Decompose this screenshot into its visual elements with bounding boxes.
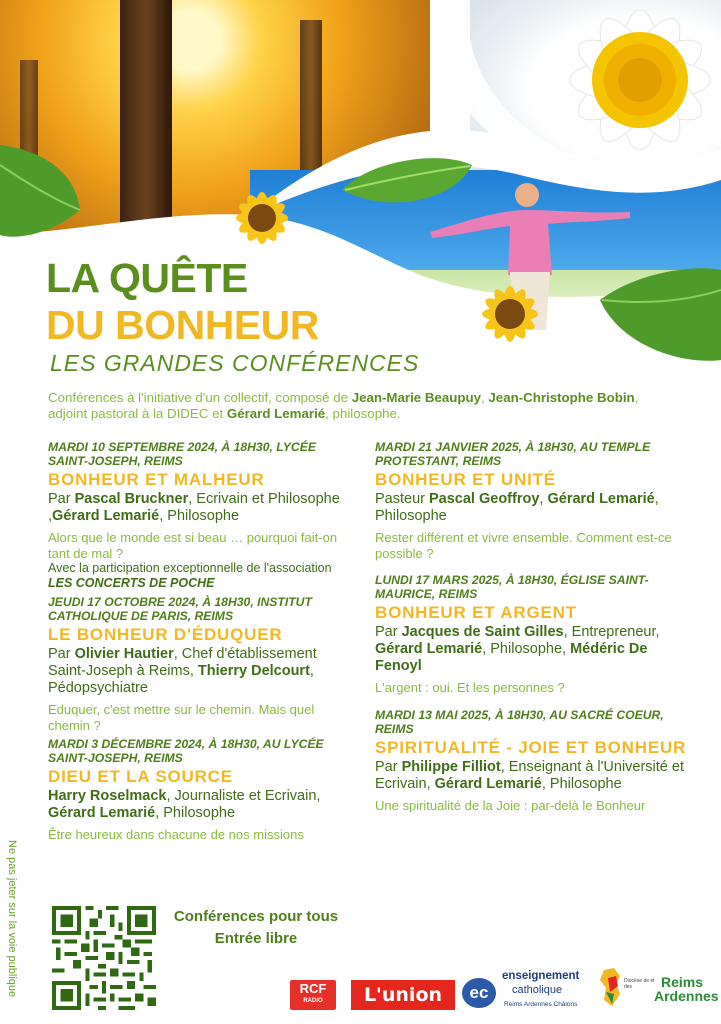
speaker-text: , Philosophe [541,775,622,792]
leaf-icon [0,145,80,237]
event-extra [48,561,348,591]
event-title: BONHEUR ET UNITÉ [375,470,556,489]
event-description: Rester différent et vivre ensemble. Comment est-ce possible ? [375,530,672,561]
event-card [48,595,348,733]
extra-text: Avec la participation exceptionnelle de l'association [48,561,332,575]
speaker-name: Gérard Lemarié [48,805,156,821]
intro-text: Conférences à l'initiative d'un collectif, composé de [48,390,352,405]
title-line-1: LA QUÊTE [46,255,248,301]
side-note-text: Ne pas jeter sur la voie publique [6,840,18,998]
speaker-text: , Journaliste et Ecrivain, [166,788,321,804]
speaker-name: Pascal Bruckner [74,491,189,507]
diocese-small-text: Diocèse de et des [624,978,655,990]
diocese-line-2: Ardennes [654,988,719,1004]
speaker-text: Pasteur [375,491,429,507]
event-card [375,440,695,561]
event-speakers [48,788,348,822]
speaker-text: , Philosophe, [482,641,571,657]
diocese-line-1: Reims [661,974,704,990]
speaker-text: Par [48,646,75,662]
speaker-text: , Philosophe [375,491,659,524]
subtitle: LES GRANDES CONFÉRENCES [50,350,420,376]
union-logo[interactable]: L'union [351,980,455,1010]
speaker-name: Jacques de Saint Gilles [401,624,564,640]
event-date: LUNDI 17 MARS 2025, À 18H30, ÉGLISE SAINT-MAURICE, REIMS [375,573,649,601]
speaker-text: , Philosophe [159,508,240,524]
rcf-logo-text: RCF [299,981,327,996]
speaker-name: Thierry Delcourt [197,663,310,679]
cta-line-2: Entrée libre [214,930,298,947]
event-description: Une spiritualité de la Joie : par-delà le Bonheur [375,797,646,813]
speaker-name: Gérard Lemarié [434,775,542,792]
event-date: MARDI 13 MAI 2025, À 18H30, AU SACRÉ COEUR, REIMS [375,707,664,736]
speaker-text: Par [375,624,402,640]
events-left-column [48,440,348,847]
intro-name: Gérard Lemarié [226,406,326,421]
event-speakers [48,646,348,697]
event-card [375,708,695,814]
intro-text: , [481,390,489,405]
event-description: Eduquer, c'est mettre sur le chemin. Mais quel chemin ? [48,702,315,733]
event-date: MARDI 21 JANVIER 2025, À 18H30, AU TEMPLE PROTESTANT, REIMS [375,440,651,468]
event-card [48,440,348,591]
ec-line-2: catholique [512,984,563,996]
speaker-text: Par [48,491,75,507]
intro-name: Jean-Marie Beaupuy [351,390,482,405]
event-speakers [375,491,695,525]
speaker-text: , Entrepreneur, [563,624,660,640]
cta-block [160,906,352,950]
intro-paragraph [48,390,678,422]
event-title: BONHEUR ET ARGENT [375,603,577,622]
event-speakers [48,491,348,525]
title-line-2: DU BONHEUR [46,302,319,348]
speaker-text: Par [375,758,402,775]
event-date: MARDI 10 SEPTEMBRE 2024, À 18H30, LYCÉE SAINT-JOSEPH, REIMS [48,440,316,468]
event-title: DIEU ET LA SOURCE [48,767,233,786]
event-description: Être heureux dans chacune de nos missions [48,827,304,842]
event-speakers [375,624,695,675]
speaker-text: , [539,491,548,507]
ec-line-3: Reims Ardennes Châlons [504,1001,578,1008]
speaker-text: , Pédopsychiatre [48,663,314,696]
event-date: JEUDI 17 OCTOBRE 2024, À 18H30, INSTITUT CATHOLIQUE DE PARIS, REIMS [48,595,312,623]
speaker-name: Gérard Lemarié [375,641,483,657]
speaker-name: Gérard Lemarié [547,491,655,507]
events-right-column [375,440,695,817]
speaker-name: Gérard Lemarié [52,508,160,524]
cta-line-1: Conférences pour tous [173,908,339,925]
event-title: LE BONHEUR D'ÉDUQUER [48,625,283,644]
diocese-logo[interactable] [598,966,719,1010]
event-description: Alors que le monde est si beau … pourquoi fait-on tant de mal ? [48,530,338,561]
speaker-name: Médéric De Fenoyl [375,641,648,674]
event-date: MARDI 3 DÉCEMBRE 2024, À 18H30, AU LYCÉE SAINT-JOSEPH, REIMS [48,737,324,765]
diocese-map-icon [598,966,624,1010]
enseignement-catholique-logo[interactable] [462,970,592,1014]
intro-name: Jean-Christophe Bobin [488,390,635,405]
speaker-name: Philippe Filliot [401,758,501,775]
event-title: BONHEUR ET MALHEUR [48,470,265,489]
side-note [4,840,22,1010]
event-card [48,737,348,843]
speaker-text: , Ecrivain et Philosophe , [48,491,340,524]
extra-name: LES CONCERTS DE POCHE [48,576,215,590]
speaker-text: , Philosophe [155,805,236,821]
event-speakers [375,759,695,793]
intro-text: , philosophe. [325,406,401,421]
event-description: L'argent : oui. Et les personnes ? [375,680,565,695]
daisy-flower-icon [568,8,711,151]
rcf-logo[interactable] [290,980,336,1010]
speaker-text: , Chef d'établissement Saint-Joseph à Reims, [48,646,317,679]
speaker-name: Olivier Hautier [74,646,174,662]
speaker-name: Harry Roselmack [48,788,167,804]
speaker-text: , Enseignant à l'Université et Ecrivain, [375,758,684,792]
speaker-name: Pascal Geoffroy [429,491,540,507]
rcf-logo-subtext: RADIO [303,998,323,1004]
qr-code-icon[interactable] [52,906,156,1010]
event-card [375,573,695,696]
ec-line-1: enseignement [502,970,580,982]
intro-text: , adjoint pastoral à la DIDEC et [48,390,639,421]
event-title: SPIRITUALITÉ - JOIE ET BONHEUR [375,737,687,757]
ec-mark: ec [462,978,496,1008]
